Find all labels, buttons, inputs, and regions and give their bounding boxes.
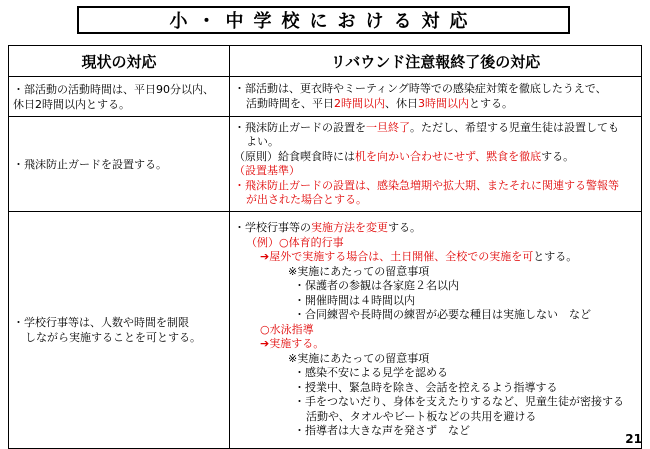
highlight-text: 一旦終了 xyxy=(366,120,410,134)
header-current-response: 現状の対応 xyxy=(9,46,230,77)
table-header-row xyxy=(9,46,642,77)
page-number: 21 xyxy=(625,432,642,446)
row3-after-line: ※実施にあたっての留意事項 xyxy=(288,351,430,365)
row3-after-line: ・指導者は大きな声を発さず など xyxy=(294,424,470,438)
row2-after-line xyxy=(234,121,637,136)
row2-after-line: ・飛沫防止ガードの設置は、感染急増期や拡大期、またそれに関連する警報等 xyxy=(234,178,619,192)
text-span: 。ただし、希望する児童生徒は設置しても xyxy=(410,120,619,134)
text-span: 活動時間を、平日 xyxy=(246,96,334,110)
row1-after-line xyxy=(234,97,637,112)
row1-after-cell xyxy=(230,77,642,117)
row3-after-line: 活動や、タオルやビート板などの共用を避ける xyxy=(306,409,537,423)
row1-current-line: 休日2時間以内とする。 xyxy=(13,97,130,111)
text-span: とする。 xyxy=(469,96,513,110)
text-span: ・学校行事等の xyxy=(234,221,311,235)
row3-after-cell xyxy=(230,212,642,449)
table-row xyxy=(9,77,642,117)
text-span: する。 xyxy=(541,149,575,163)
table-row xyxy=(9,212,642,449)
text-span: 、休日 xyxy=(385,96,418,110)
row3-after-line: ○水泳指導 xyxy=(260,322,314,336)
row3-after-line: ・授業中、緊急時を除き、会話を控えるよう指導する xyxy=(294,380,558,394)
row1-after-line: ・部活動は、更衣時やミーティング時等での感染症対策を徹底したうえで、 xyxy=(234,82,607,95)
table-row xyxy=(9,117,642,212)
row2-current-cell xyxy=(9,117,230,212)
text-span: ・飛沫防止ガードの設置を xyxy=(234,120,366,134)
row3-current-line: しながら実施することを可とする。 xyxy=(25,331,201,344)
row2-current-line: ・飛沫防止ガードを設置する。 xyxy=(13,157,167,171)
row1-current-cell xyxy=(9,77,230,117)
highlight-text: ➔屋外で実施する場合は、土日開催、全校での実施を可 xyxy=(260,250,534,264)
row3-after-line: ※実施にあたっての留意事項 xyxy=(288,264,430,278)
row2-after-cell xyxy=(230,117,642,212)
row3-after-line: ・保護者の参観は各家庭２名以内 xyxy=(294,279,459,293)
row2-after-line xyxy=(234,150,637,165)
text-span: する。 xyxy=(388,221,421,235)
highlight-text: 2時間以内 xyxy=(334,96,385,110)
row3-current-line: ・学校行事等は、人数や時間を制限 xyxy=(13,316,189,329)
highlight-text: 机を向かい合わせにせず、黙食を徹底 xyxy=(355,149,542,163)
row3-after-line: ・開催時間は４時間以内 xyxy=(294,293,415,307)
row3-current-cell xyxy=(9,212,230,449)
row3-after-line: ・感染不安による見学を認める xyxy=(294,366,448,380)
row2-after-line: （設置基準） xyxy=(234,164,300,177)
highlight-text: 実施方法を変更 xyxy=(311,221,388,235)
row3-after-line xyxy=(234,221,637,236)
row3-after-line xyxy=(234,250,637,265)
text-span: （原則）給食喫食時には xyxy=(234,149,355,163)
response-table xyxy=(8,45,642,449)
page-title: 小・中学校における対応 xyxy=(77,6,570,34)
row3-after-line: ・手をつないだり、身体を支えたりするなど、児童生徒が密接する xyxy=(294,395,624,409)
header-after-alert-response: リバウンド注意報終了後の対応 xyxy=(230,46,642,77)
row2-after-line: が出された場合とする。 xyxy=(246,193,367,206)
highlight-text: 3時間以内 xyxy=(418,96,469,110)
text-span: とする。 xyxy=(533,250,578,264)
row2-after-line: よい。 xyxy=(246,135,279,148)
row3-after-line: ・合同練習や長時間の練習が必要な種目は実施しない など xyxy=(294,308,591,322)
row1-current-line: ・部活動の活動時間は、平日90分以内、 xyxy=(13,82,214,96)
row3-after-line: （例）○体育的行事 xyxy=(246,235,344,249)
row3-after-line: ➔実施する。 xyxy=(260,337,325,351)
